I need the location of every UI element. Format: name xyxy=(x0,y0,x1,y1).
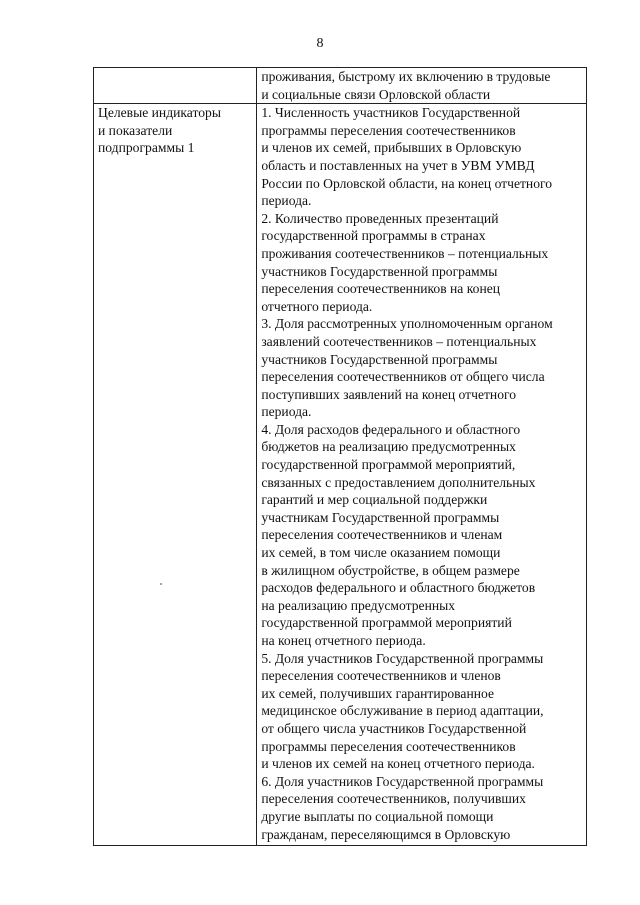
scan-speck xyxy=(160,583,162,585)
indicator-line: участникам Государственной программы xyxy=(261,509,500,525)
indicator-line: связанных с предоставлением дополнительных xyxy=(261,474,536,490)
indicator-line: проживания соотечественников – потенциальных xyxy=(261,245,549,261)
indicator-line: России по Орловской области, на конец отчетного xyxy=(261,175,553,191)
indicator-line: 3. Доля рассмотренных уполномоченным органом xyxy=(261,316,553,332)
indicator-line: другие выплаты по социальной помощи xyxy=(261,808,494,824)
indicator-line: переселения соотечественников и членам xyxy=(261,527,503,543)
indicator-line: участников Государственной программы xyxy=(261,351,498,367)
indicator-line: государственной программой мероприятий xyxy=(261,615,512,631)
indicators-label-cell xyxy=(94,104,257,846)
indicator-line: переселения соотечественников и членов xyxy=(261,668,501,684)
indicator-line: переселения соотечественников на конец xyxy=(261,281,501,297)
table-row-indicators xyxy=(94,104,587,846)
indicator-line: область и поставленных на учет в УВМ УМВД xyxy=(261,157,535,173)
indicator-line: расходов федерального и областного бюджетов xyxy=(261,580,536,596)
indicator-line: гражданам, переселяющимся в Орловскую xyxy=(261,826,511,842)
indicator-line: заявлений соотечественников – потенциальных xyxy=(261,333,537,349)
indicator-line: и членов их семей, прибывших в Орловскую xyxy=(261,140,522,156)
indicator-line: переселения соотечественников, получивших xyxy=(261,791,526,807)
indicator-line: переселения соотечественников от общего числа xyxy=(261,369,545,385)
text-line: проживания, быстрому их включению в трудовые xyxy=(261,69,551,84)
indicator-line: бюджетов на реализацию предусмотренных xyxy=(261,439,516,455)
program-passport-table xyxy=(93,67,587,846)
indicator-line: на реализацию предусмотренных xyxy=(261,597,456,613)
indicator-line: 4. Доля расходов федерального и областного xyxy=(261,421,521,437)
indicator-line: отчетного периода. xyxy=(261,298,373,314)
indicator-line: программы переселения соотечественников xyxy=(261,738,516,754)
table-row-continuation xyxy=(94,68,587,104)
label-line: подпрограммы 1 xyxy=(98,140,195,156)
indicator-line: 5. Доля участников Государственной программы xyxy=(261,650,544,666)
continuation-text-cell xyxy=(257,68,587,104)
label-line: и показатели xyxy=(98,122,173,138)
indicator-line: периода. xyxy=(261,193,312,209)
indicator-line: поступивших заявлений на конец отчетного xyxy=(261,386,517,402)
indicator-line: 1. Численность участников Государственной xyxy=(261,105,521,121)
indicator-line: 6. Доля участников Государственной программы xyxy=(261,773,544,789)
indicator-line: и членов их семей на конец отчетного периода. xyxy=(261,756,535,772)
indicator-line: участников Государственной программы xyxy=(261,263,498,279)
indicator-line: гарантий и мер социальной поддержки xyxy=(261,492,488,508)
indicator-line: от общего числа участников Государственной xyxy=(261,720,527,736)
indicator-line: в жилищном обустройстве, в общем размере xyxy=(261,562,520,578)
continuation-label-cell xyxy=(94,68,257,104)
indicators-list-cell xyxy=(257,104,587,846)
label-line: Целевые индикаторы xyxy=(98,105,221,121)
indicator-line: медицинское обслуживание в период адаптации, xyxy=(261,703,544,719)
text-line: и социальные связи Орловской области xyxy=(261,86,491,102)
indicator-line: их семей, получивших гарантированное xyxy=(261,685,495,701)
indicator-line: государственной программой мероприятий, xyxy=(261,457,516,473)
indicator-line: периода. xyxy=(261,404,312,420)
indicator-line: их семей, в том числе оказанием помощи xyxy=(261,545,501,561)
indicator-line: государственной программы в странах xyxy=(261,228,486,244)
page-number: 8 xyxy=(316,36,324,51)
indicator-line: на конец отчетного периода. xyxy=(261,633,426,648)
indicator-line: 2. Количество проведенных презентаций xyxy=(261,210,499,226)
indicator-line: программы переселения соотечественников xyxy=(261,122,516,138)
